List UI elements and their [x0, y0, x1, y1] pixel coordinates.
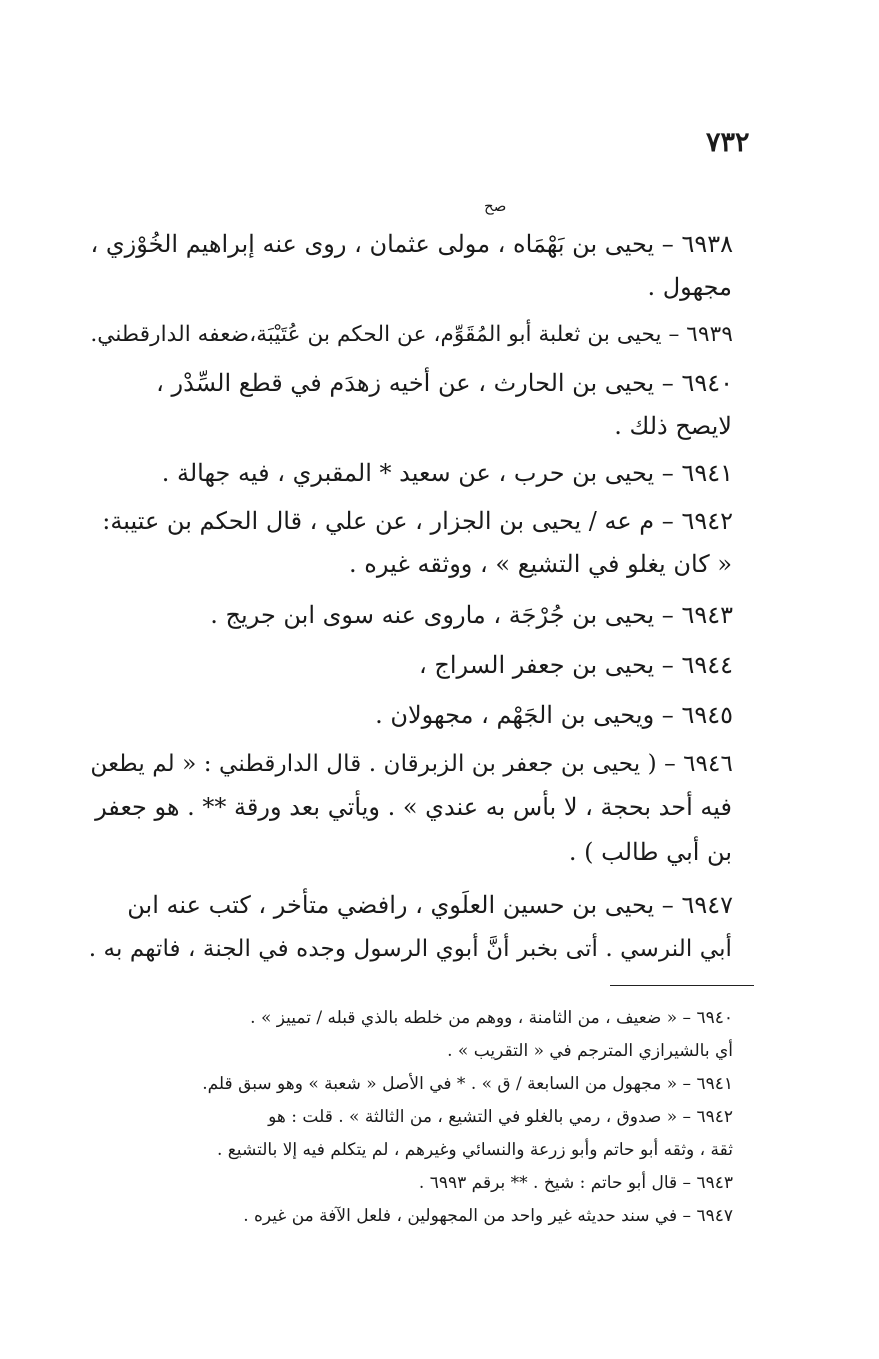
footnote-separator [610, 985, 754, 986]
entry-6947-line-1: ٦٩٤٧ – يحيى بن حسين العلَوي ، رافضي متأخر ، كتب عنه ابن [127, 891, 733, 919]
entry-6942-line-2: « كان يغلو في التشيع » ، ووثقه غيره . [349, 550, 732, 578]
footnote-6943: ٦٩٤٣ – قال أبو حاتم : شيخ . ** برقم ٦٩٩٣ . [418, 1173, 733, 1193]
entry-6946-line-3: بن أبي طالب ) . [568, 838, 732, 866]
entry-6941-line-1: ٦٩٤١ – يحيى بن حرب ، عن سعيد * المقبري ، فيه جهالة . [161, 459, 733, 487]
entry-6943-line-1: ٦٩٤٣ – يحيى بن جُرْجَة ، ماروى عنه سوى ابن جريج . [210, 601, 733, 629]
footnote-6942-cont: ثقة ، وثقه أبو حاتم وأبو زرعة والنسائي وغيرهم ، لم يتكلم فيه إلا بالتشيع . [216, 1140, 733, 1160]
footnote-6940-cont: أي بالشيرازي المترجم في « التقريب » . [447, 1041, 733, 1061]
entry-6939-line-1: ٦٩٣٩ – يحيى بن ثعلبة أبو المُقَوِّم، عن الحكم بن عُتَيْبَة،ضعفه الدارقطني. [90, 322, 733, 347]
entry-6940-line-2: لايصح ذلك . [614, 412, 732, 440]
entry-6947-line-2: أبي النرسي . أتى بخبر أنَّ أبوي الرسول وجده في الجنة ، فاتهم به . [88, 935, 732, 962]
margin-note: صح [484, 197, 507, 215]
entry-6946-line-1: ٦٩٤٦ – ( يحيى بن جعفر بن الزبرقان . قال الدارقطني : « لم يطعن [90, 750, 733, 777]
entry-6946-line-2: فيه أحد بحجة ، لا بأس به عندي » . ويأتي بعد ورقة ** . هو جعفر [95, 793, 732, 821]
page-number: ٧٣٢ [706, 127, 750, 158]
entry-6940-line-1: ٦٩٤٠ – يحيى بن الحارث ، عن أخيه زهدَم في قطع السِّدْر ، [156, 369, 733, 397]
entry-6938-line-1: ٦٩٣٨ – يحيى بن بَهْمَاه ، مولى عثمان ، روى عنه إبراهيم الخُوْزي ، [90, 230, 733, 258]
entry-6938-line-2: مجهول . [647, 273, 732, 301]
footnote-6942: ٦٩٤٢ – « صدوق ، رمي بالغلو في التشيع ، من الثالثة » . قلت : هو [268, 1107, 733, 1127]
entry-6944-line-1: ٦٩٤٤ – يحيى بن جعفر السراج ، [418, 651, 733, 679]
footnote-6941: ٦٩٤١ – « مجهول من السابعة / ق » . * في الأصل « شعبة » وهو سبق قلم. [202, 1074, 733, 1094]
entry-6942-line-1: ٦٩٤٢ – م عه / يحيى بن الجزار ، عن علي ، قال الحكم بن عتيبة: [102, 507, 733, 535]
footnote-6940: ٦٩٤٠ – « ضعيف ، من الثامنة ، ووهم من خلطه بالذي قبله / تمييز » . [250, 1008, 733, 1028]
footnote-6947: ٦٩٤٧ – في سند حديثه غير واحد من المجهولين ، فلعل الآفة من غيره . [243, 1206, 733, 1226]
entry-6945-line-1: ٦٩٤٥ – ويحيى بن الجَهْم ، مجهولان . [375, 701, 733, 729]
